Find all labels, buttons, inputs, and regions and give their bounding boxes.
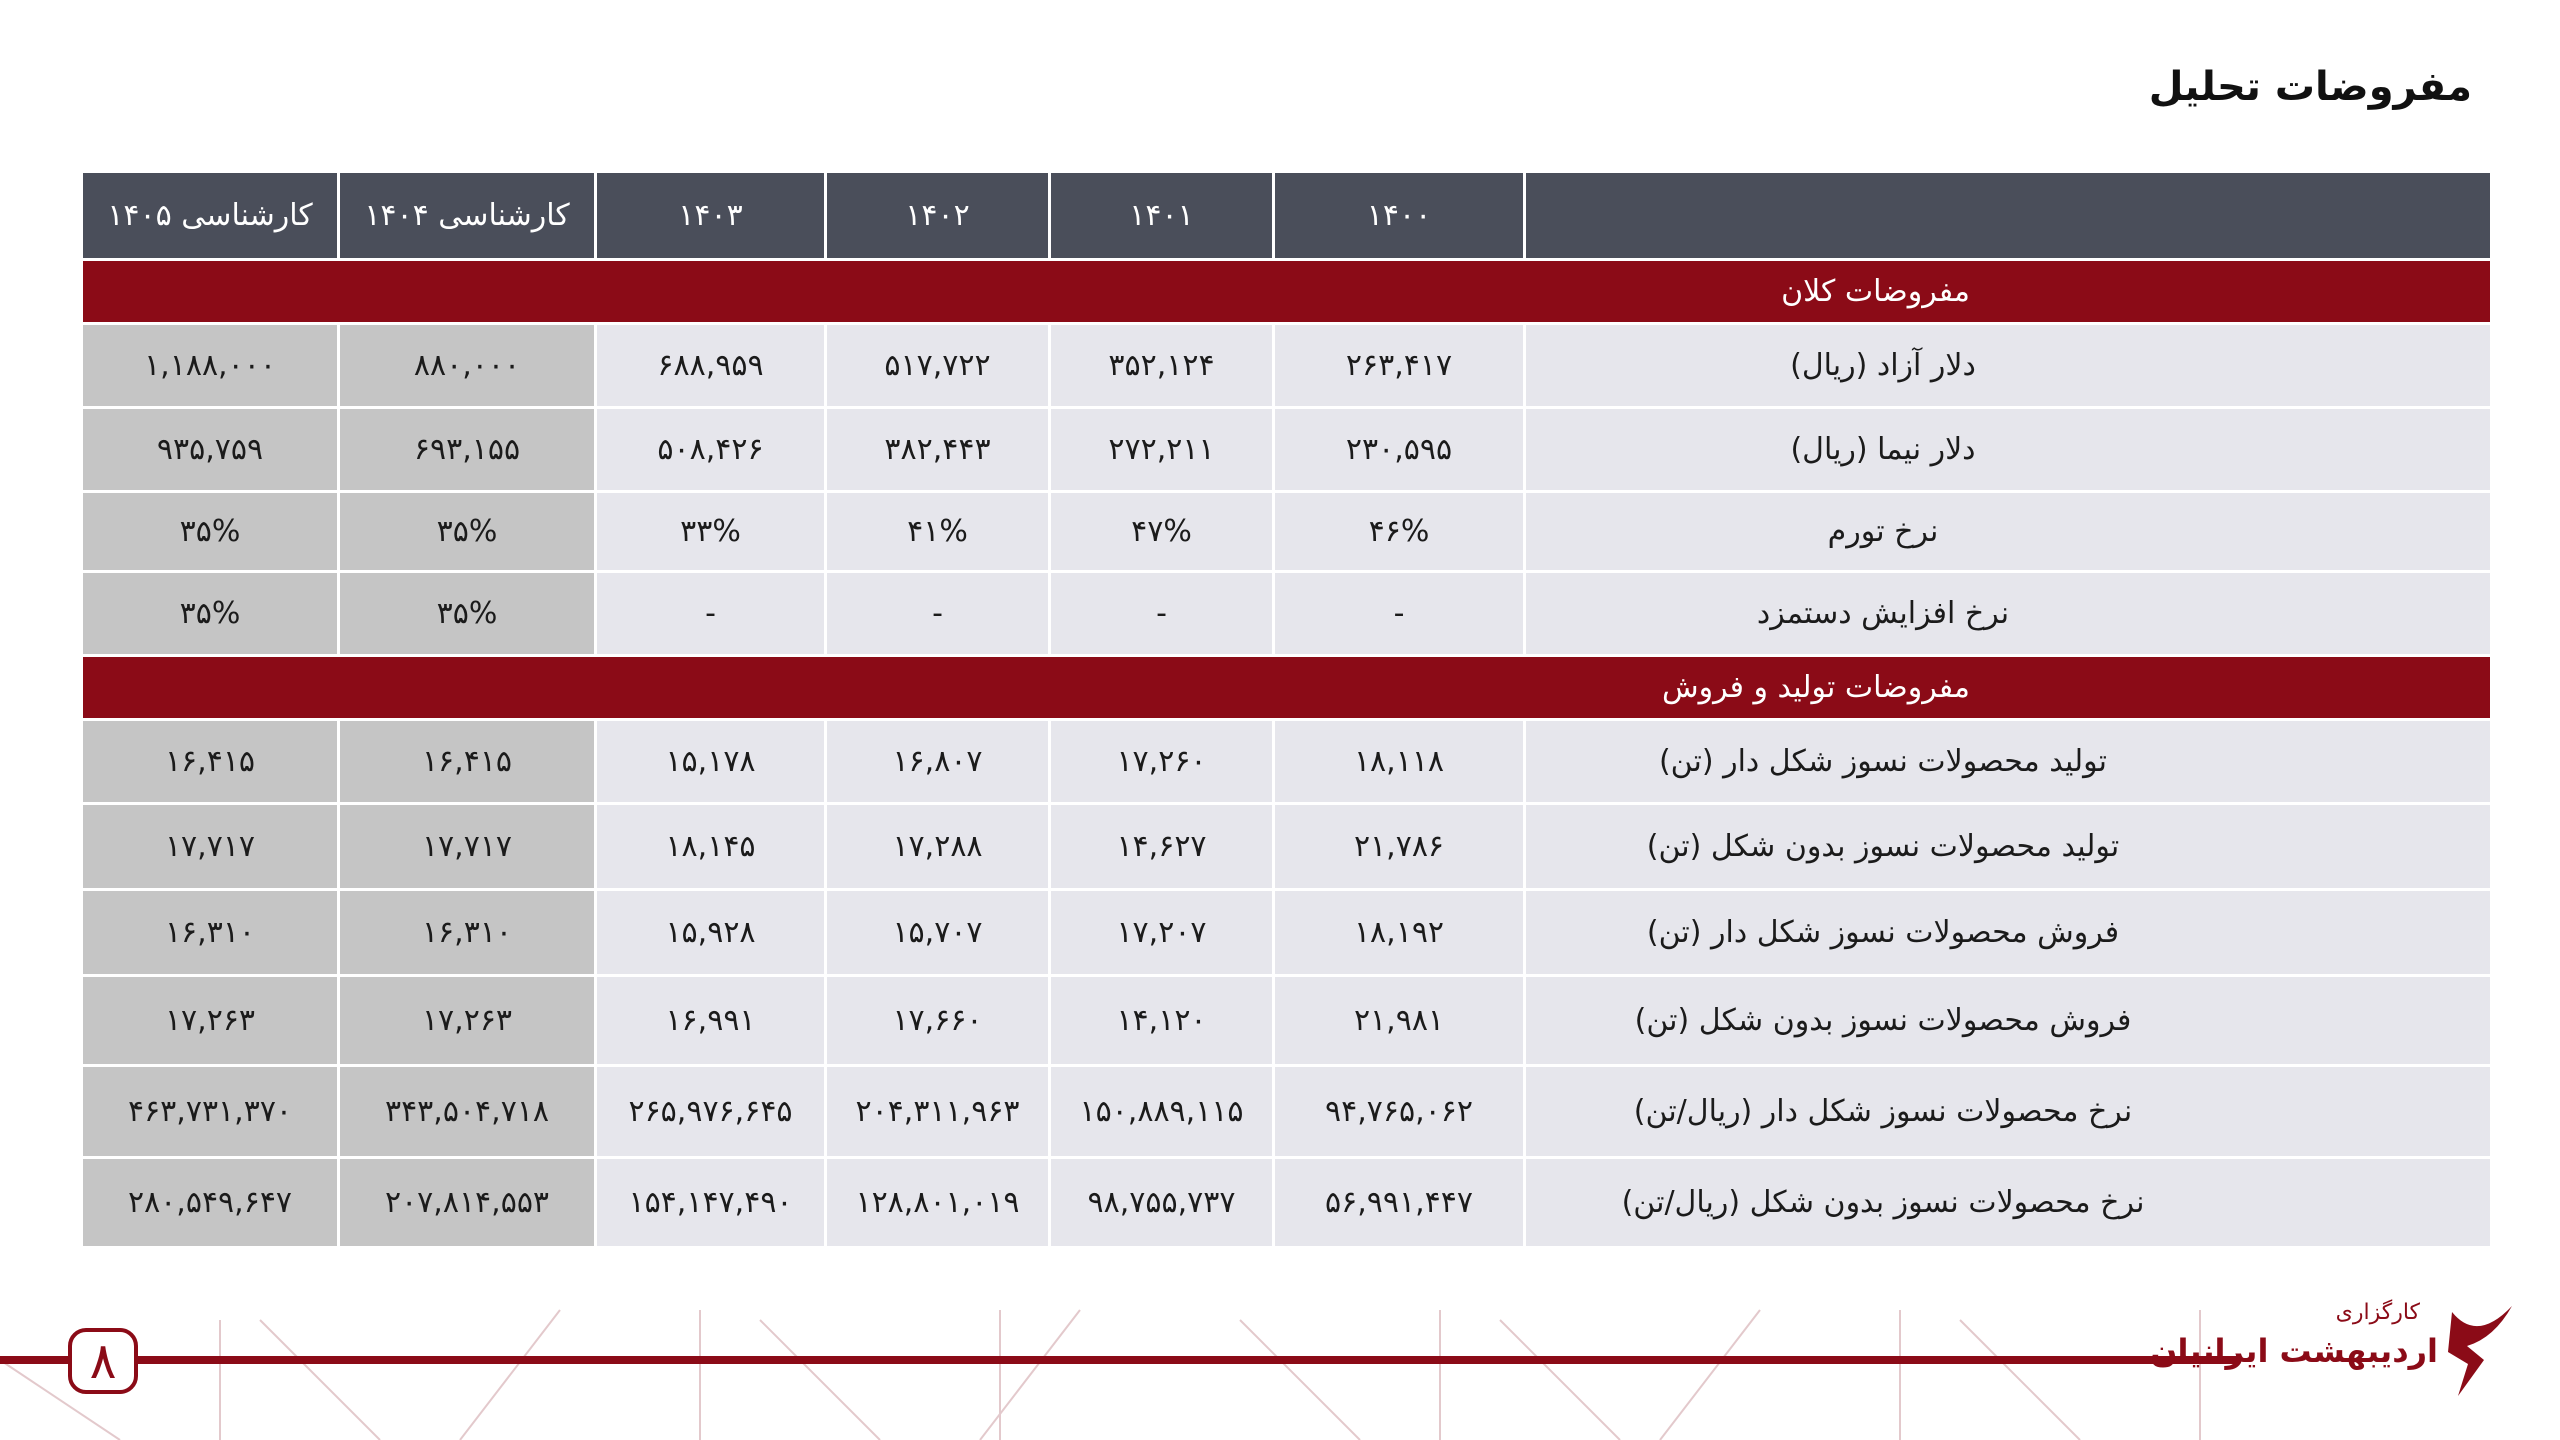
- table-cell: ۳۵۲,۱۲۴: [1050, 324, 1274, 408]
- table-cell: ۱۷,۲۸۸: [826, 804, 1050, 890]
- table-cell: ۱۶,۹۹۱: [596, 976, 826, 1066]
- column-header: ۱۴۰۰: [1274, 172, 1525, 260]
- page-title: مفروضات تحلیل: [2148, 64, 2472, 110]
- table-cell: -: [826, 572, 1050, 656]
- table-cell: ۱۶,۴۱۵: [339, 720, 596, 804]
- table-cell: ۱۵,۷۰۷: [826, 890, 1050, 976]
- row-label: تولید محصولات نسوز شکل دار (تن): [1525, 720, 2492, 804]
- table-cell: -: [596, 572, 826, 656]
- table-cell: ۲۳۰,۵۹۵: [1274, 408, 1525, 492]
- table-cell: ۳۵%: [82, 572, 339, 656]
- table-cell: ۱۷,۲۶۳: [339, 976, 596, 1066]
- table-cell: ۴۱%: [826, 492, 1050, 572]
- table-cell: ۱۸,۱۴۵: [596, 804, 826, 890]
- row-label: نرخ محصولات نسوز بدون شکل (ریال/تن): [1525, 1158, 2492, 1248]
- row-label: دلار آزاد (ریال): [1525, 324, 2492, 408]
- table-cell: ۱۷,۷۱۷: [82, 804, 339, 890]
- assumptions-table: [80, 170, 2493, 1249]
- table-cell: ۱۶,۳۱۰: [82, 890, 339, 976]
- table-cell: ۱۶,۸۰۷: [826, 720, 1050, 804]
- table-row: [82, 890, 2492, 976]
- section-header-row: [82, 656, 2492, 720]
- table-row: [82, 720, 2492, 804]
- table-cell: ۱۵,۹۲۸: [596, 890, 826, 976]
- table-row: [82, 804, 2492, 890]
- table-cell: ۳۴۳,۵۰۴,۷۱۸: [339, 1066, 596, 1158]
- table-cell: ۱۵۴,۱۴۷,۴۹۰: [596, 1158, 826, 1248]
- table-cell: ۸۸۰,۰۰۰: [339, 324, 596, 408]
- column-header: ۱۴۰۳: [596, 172, 826, 260]
- row-label: نرخ افزایش دستمزد: [1525, 572, 2492, 656]
- table-cell: ۱۷,۲۰۷: [1050, 890, 1274, 976]
- table-row: [82, 1158, 2492, 1248]
- table-cell: ۱۷,۷۱۷: [339, 804, 596, 890]
- table-cell: ۲۱,۷۸۶: [1274, 804, 1525, 890]
- table-cell: ۳۵%: [82, 492, 339, 572]
- table-cell: ۱۷,۲۶۰: [1050, 720, 1274, 804]
- table-cell: ۲۶۳,۴۱۷: [1274, 324, 1525, 408]
- table-cell: ۹۳۵,۷۵۹: [82, 408, 339, 492]
- table-cell: ۹۴,۷۶۵,۰۶۲: [1274, 1066, 1525, 1158]
- logo-subtitle: کارگزاری: [2335, 1300, 2420, 1325]
- table-row: [82, 408, 2492, 492]
- section-header-row: [82, 260, 2492, 324]
- footer-line: [0, 1356, 2240, 1364]
- column-header: کارشناسی ۱۴۰۴: [339, 172, 596, 260]
- table-cell: ۱۷,۲۶۳: [82, 976, 339, 1066]
- column-header-empty: [1525, 172, 2492, 260]
- logo-title: اردیبهشت ایرانیان: [2150, 1332, 2438, 1370]
- header-row: [82, 172, 2492, 260]
- table-cell: ۱۴,۶۲۷: [1050, 804, 1274, 890]
- table-cell: ۴۶%: [1274, 492, 1525, 572]
- table-cell: ۲۱,۹۸۱: [1274, 976, 1525, 1066]
- table-cell: ۴۶۳,۷۳۱,۳۷۰: [82, 1066, 339, 1158]
- table-cell: ۱,۱۸۸,۰۰۰: [82, 324, 339, 408]
- table-cell: -: [1274, 572, 1525, 656]
- footer-decoration: [0, 1300, 2560, 1440]
- column-header: ۱۴۰۱: [1050, 172, 1274, 260]
- table-row: [82, 492, 2492, 572]
- table-cell: ۳۸۲,۴۴۳: [826, 408, 1050, 492]
- row-label: فروش محصولات نسوز بدون شکل (تن): [1525, 976, 2492, 1066]
- table-cell: ۳۳%: [596, 492, 826, 572]
- table-cell: ۲۰۴,۳۱۱,۹۶۳: [826, 1066, 1050, 1158]
- table-cell: ۱۶,۳۱۰: [339, 890, 596, 976]
- row-label: تولید محصولات نسوز بدون شکل (تن): [1525, 804, 2492, 890]
- row-label: نرخ محصولات نسوز شکل دار (ریال/تن): [1525, 1066, 2492, 1158]
- table-cell: ۱۵۰,۸۸۹,۱۱۵: [1050, 1066, 1274, 1158]
- table-cell: -: [1050, 572, 1274, 656]
- row-label: فروش محصولات نسوز شکل دار (تن): [1525, 890, 2492, 976]
- table-cell: ۳۵%: [339, 492, 596, 572]
- column-header: کارشناسی ۱۴۰۵: [82, 172, 339, 260]
- table-row: [82, 324, 2492, 408]
- table-cell: ۲۰۷,۸۱۴,۵۵۳: [339, 1158, 596, 1248]
- table-cell: ۶۹۳,۱۵۵: [339, 408, 596, 492]
- table-row: [82, 1066, 2492, 1158]
- table-cell: ۵۶,۹۹۱,۴۴۷: [1274, 1158, 1525, 1248]
- section-title: مفروضات تولید و فروش: [82, 656, 2492, 720]
- table-row: [82, 572, 2492, 656]
- row-label: دلار نیما (ریال): [1525, 408, 2492, 492]
- table-cell: ۱۸,۱۱۸: [1274, 720, 1525, 804]
- table-cell: ۱۸,۱۹۲: [1274, 890, 1525, 976]
- table-cell: ۵۱۷,۷۲۲: [826, 324, 1050, 408]
- table-cell: ۱۵,۱۷۸: [596, 720, 826, 804]
- table-row: [82, 976, 2492, 1066]
- table-cell: ۱۷,۶۶۰: [826, 976, 1050, 1066]
- column-header: ۱۴۰۲: [826, 172, 1050, 260]
- table-cell: ۲۶۵,۹۷۶,۶۴۵: [596, 1066, 826, 1158]
- section-title: مفروضات کلان: [82, 260, 2492, 324]
- table-cell: ۱۲۸,۸۰۱,۰۱۹: [826, 1158, 1050, 1248]
- table-cell: ۴۷%: [1050, 492, 1274, 572]
- table-cell: ۲۷۲,۲۱۱: [1050, 408, 1274, 492]
- row-label: نرخ تورم: [1525, 492, 2492, 572]
- table-cell: ۵۰۸,۴۲۶: [596, 408, 826, 492]
- page-number: ۸: [68, 1328, 138, 1394]
- table-cell: ۱۴,۱۲۰: [1050, 976, 1274, 1066]
- table-cell: ۹۸,۷۵۵,۷۳۷: [1050, 1158, 1274, 1248]
- table-cell: ۲۸۰,۵۴۹,۶۴۷: [82, 1158, 339, 1248]
- table-cell: ۳۵%: [339, 572, 596, 656]
- table-cell: ۱۶,۴۱۵: [82, 720, 339, 804]
- table-cell: ۶۸۸,۹۵۹: [596, 324, 826, 408]
